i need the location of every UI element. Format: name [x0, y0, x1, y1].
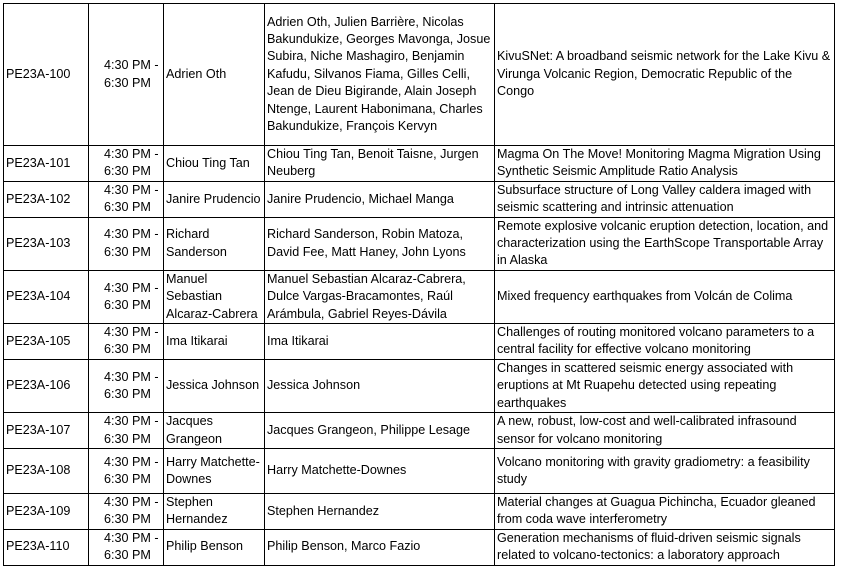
table-row — [4, 270, 835, 323]
session-time: 4:30 PM - 6:30 PM — [89, 493, 164, 529]
presenter-name: Jessica Johnson — [164, 359, 265, 412]
abstract-id: PE23A-100 — [4, 4, 89, 146]
abstract-title: Remote explosive volcanic eruption detection, location, and characterization using the EarthScope Transportable Array in Alaska — [495, 217, 835, 270]
abstract-title: Volcano monitoring with gravity gradiometry: a feasibility study — [495, 448, 835, 493]
author-list: Jacques Grangeon, Philippe Lesage — [265, 413, 495, 449]
presenter-name: Jacques Grangeon — [164, 413, 265, 449]
session-time: 4:30 PM - 6:30 PM — [89, 413, 164, 449]
session-time: 4:30 PM - 6:30 PM — [89, 324, 164, 360]
table-row — [4, 217, 835, 270]
author-list: Stephen Hernandez — [265, 493, 495, 529]
abstract-id: PE23A-102 — [4, 181, 89, 217]
session-time: 4:30 PM - 6:30 PM — [89, 529, 164, 565]
abstract-title: A new, robust, low-cost and well-calibrated infrasound sensor for volcano monitoring — [495, 413, 835, 449]
presenter-name: Manuel Sebastian Alcaraz-Cabrera — [164, 270, 265, 323]
abstract-id: PE23A-109 — [4, 493, 89, 529]
abstract-title: Mixed frequency earthquakes from Volcán de Colima — [495, 270, 835, 323]
abstract-id: PE23A-108 — [4, 448, 89, 493]
abstract-title: Generation mechanisms of fluid-driven seismic signals related to volcano-tectonics: a laboratory approach — [495, 529, 835, 565]
table-row — [4, 448, 835, 493]
presenter-name: Ima Itikarai — [164, 324, 265, 360]
abstract-id: PE23A-110 — [4, 529, 89, 565]
table-row — [4, 529, 835, 565]
abstract-id: PE23A-103 — [4, 217, 89, 270]
table-row — [4, 4, 835, 146]
author-list: Janire Prudencio, Michael Manga — [265, 181, 495, 217]
abstract-title: Challenges of routing monitored volcano parameters to a central facility for effective volcano monitoring — [495, 324, 835, 360]
presenter-name: Janire Prudencio — [164, 181, 265, 217]
abstract-title: Material changes at Guagua Pichincha, Ecuador gleaned from coda wave interferometry — [495, 493, 835, 529]
session-time: 4:30 PM - 6:30 PM — [89, 448, 164, 493]
session-time: 4:30 PM - 6:30 PM — [89, 359, 164, 412]
session-time: 4:30 PM - 6:30 PM — [89, 146, 164, 182]
abstract-id: PE23A-104 — [4, 270, 89, 323]
presenter-name: Adrien Oth — [164, 4, 265, 146]
table-row — [4, 181, 835, 217]
abstract-id: PE23A-107 — [4, 413, 89, 449]
abstract-title: KivuSNet: A broadband seismic network for the Lake Kivu & Virunga Volcanic Region, Democratic Republic of the Congo — [495, 4, 835, 146]
abstract-title: Changes in scattered seismic energy associated with eruptions at Mt Ruapehu detected using repeating earthquakes — [495, 359, 835, 412]
author-list: Chiou Ting Tan, Benoit Taisne, Jurgen Neuberg — [265, 146, 495, 182]
presenter-name: Chiou Ting Tan — [164, 146, 265, 182]
abstract-id: PE23A-101 — [4, 146, 89, 182]
table-row — [4, 493, 835, 529]
abstract-id: PE23A-105 — [4, 324, 89, 360]
abstract-title: Magma On The Move! Monitoring Magma Migration Using Synthetic Seismic Amplitude Ratio Analysis — [495, 146, 835, 182]
session-time: 4:30 PM - 6:30 PM — [89, 181, 164, 217]
author-list: Jessica Johnson — [265, 359, 495, 412]
session-time: 4:30 PM - 6:30 PM — [89, 4, 164, 146]
author-list: Richard Sanderson, Robin Matoza, David Fee, Matt Haney, John Lyons — [265, 217, 495, 270]
author-list: Adrien Oth, Julien Barrière, Nicolas Bakundukize, Georges Mavonga, Josue Subira, Niche Mashagiro, Benjamin Kafudu, Silvanos Fiama, Gilles Celli, Jean de Dieu Bigirande, Alain Joseph Ntenge, Laurent Habonimana, Charles Bakundukize, François Kervyn — [265, 4, 495, 146]
abstract-id: PE23A-106 — [4, 359, 89, 412]
table-row — [4, 324, 835, 360]
session-time: 4:30 PM - 6:30 PM — [89, 217, 164, 270]
author-list: Ima Itikarai — [265, 324, 495, 360]
table-row — [4, 359, 835, 412]
presenter-name: Stephen Hernandez — [164, 493, 265, 529]
table-row — [4, 146, 835, 182]
abstract-title: Subsurface structure of Long Valley caldera imaged with seismic scattering and intrinsic attenuation — [495, 181, 835, 217]
presenter-name: Richard Sanderson — [164, 217, 265, 270]
table-row — [4, 413, 835, 449]
author-list: Philip Benson, Marco Fazio — [265, 529, 495, 565]
session-schedule-table — [3, 3, 835, 566]
presenter-name: Philip Benson — [164, 529, 265, 565]
author-list: Harry Matchette-Downes — [265, 448, 495, 493]
session-time: 4:30 PM - 6:30 PM — [89, 270, 164, 323]
presenter-name: Harry Matchette-Downes — [164, 448, 265, 493]
author-list: Manuel Sebastian Alcaraz-Cabrera, Dulce Vargas-Bracamontes, Raúl Arámbula, Gabriel Reyes-Dávila — [265, 270, 495, 323]
